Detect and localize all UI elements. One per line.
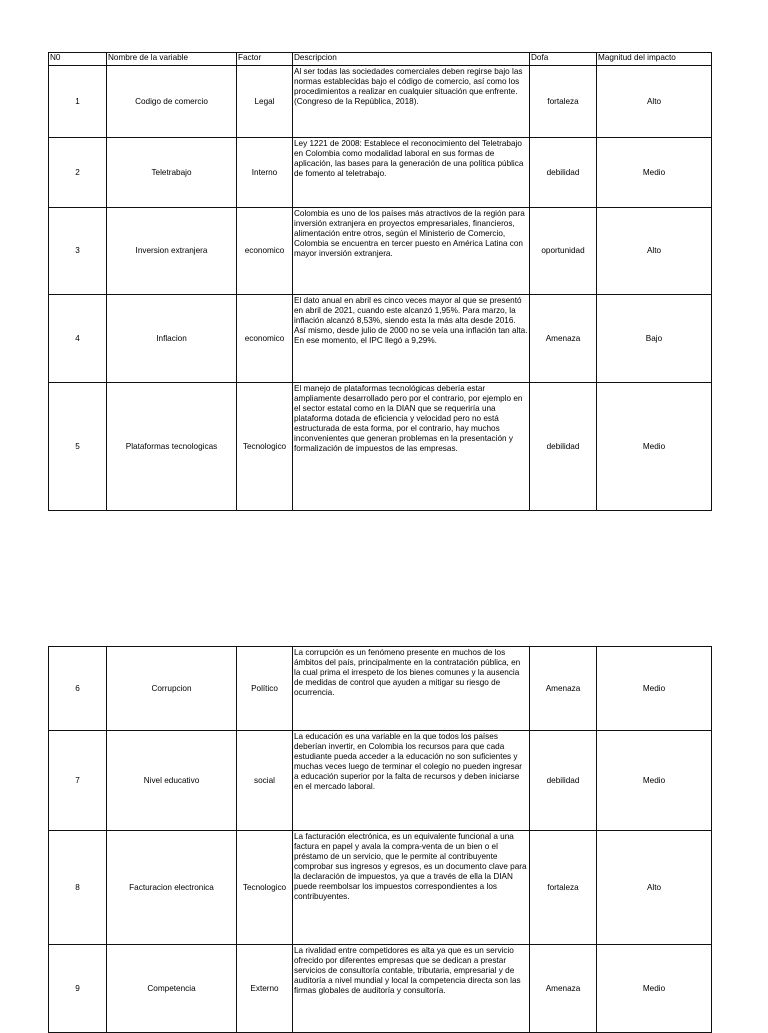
impact-cell: Alto — [597, 66, 712, 138]
dofa-cell: Amenaza — [530, 945, 597, 1033]
dofa-cell: Amenaza — [530, 295, 597, 383]
variables-table-2 — [48, 646, 712, 1033]
row-number: 6 — [49, 647, 107, 731]
factor-cell: Interno — [237, 138, 293, 208]
variable-name: Competencia — [107, 945, 237, 1033]
variable-name: Nivel educativo — [107, 731, 237, 831]
dofa-cell: fortaleza — [530, 66, 597, 138]
impact-cell: Medio — [597, 945, 712, 1033]
header-no: N0 — [49, 53, 107, 66]
dofa-cell: Amenaza — [530, 647, 597, 731]
description-cell: La rivalidad entre competidores es alta ya que es un servicio ofrecido por diferentes empresas que se dedican a prestar servicios de consultoría contable, tributaria, empresarial y de auditoría a nivel mundial y local la competencia directa son las firmas globales de auditoría y consultoría. — [293, 945, 530, 1033]
dofa-cell: debilidad — [530, 731, 597, 831]
variable-name: Corrupcion — [107, 647, 237, 731]
factor-cell: Externo — [237, 945, 293, 1033]
variable-name: Inversion extranjera — [107, 208, 237, 295]
header-dofa: Dofa — [530, 53, 597, 66]
table-row — [49, 647, 712, 731]
dofa-cell: debilidad — [530, 138, 597, 208]
factor-cell: economico — [237, 208, 293, 295]
table-row — [49, 831, 712, 945]
impact-cell: Alto — [597, 208, 712, 295]
table-row — [49, 383, 712, 511]
table-row — [49, 295, 712, 383]
description-cell: El dato anual en abril es cinco veces mayor al que se presentó en abril de 2021, cuando este alcanzó 1,95%. Para marzo, la inflación alcanzó 8,53%, siendo esta la más alta desde 2016. Así mismo, desde julio de 2000 no se veía una inflación tan alta. En ese momento, el IPC llegó a 9,29%. — [293, 295, 530, 383]
description-cell: La facturación electrónica, es un equivalente funcional a una factura en papel y avala la compra-venta de un bien o el préstamo de un servicio, que le permite al contribuyente comprobar sus ingresos y egresos, es un documento clave para la declaración de impuestos, ya que a través de ella la DIAN puede reembolsar los impuestos correspondientes a los contribuyentes. — [293, 831, 530, 945]
row-number: 4 — [49, 295, 107, 383]
factor-cell: economico — [237, 295, 293, 383]
dofa-cell: oportunidad — [530, 208, 597, 295]
variable-name: Facturacion electronica — [107, 831, 237, 945]
factor-cell: Tecnologico — [237, 383, 293, 511]
header-name: Nombre de la variable — [107, 53, 237, 66]
row-number: 2 — [49, 138, 107, 208]
impact-cell: Medio — [597, 647, 712, 731]
row-number: 7 — [49, 731, 107, 831]
dofa-cell: debilidad — [530, 383, 597, 511]
impact-cell: Medio — [597, 731, 712, 831]
row-number: 5 — [49, 383, 107, 511]
impact-cell: Alto — [597, 831, 712, 945]
header-row — [49, 53, 712, 66]
description-cell: Colombia es uno de los países más atractivos de la región para inversión extranjera en proyectos empresariales, financieros, alimentación entre otros, según el Ministerio de Comercio, Colombia se encuentra en tercer puesto en América Latina con mayor inversión extranjera. — [293, 208, 530, 295]
row-number: 1 — [49, 66, 107, 138]
dofa-cell: fortaleza — [530, 831, 597, 945]
table-row — [49, 138, 712, 208]
variable-name: Codigo de comercio — [107, 66, 237, 138]
table-row — [49, 66, 712, 138]
variable-name: Teletrabajo — [107, 138, 237, 208]
impact-cell: Bajo — [597, 295, 712, 383]
description-cell: Ley 1221 de 2008: Establece el reconocimiento del Teletrabajo en Colombia como modalidad laboral en sus formas de aplicación, las bases para la generación de una política pública de fomento al teletrabajo. — [293, 138, 530, 208]
factor-cell: Político — [237, 647, 293, 731]
row-number: 8 — [49, 831, 107, 945]
variable-name: Inflacion — [107, 295, 237, 383]
description-cell: La corrupción es un fenómeno presente en muchos de los ámbitos del país, principalmente en la contratación pública, en la cual prima el irrespeto de los bienes comunes y la ausencia de medidas de control que ayuden a mitigar su riesgo de ocurrencia. — [293, 647, 530, 731]
header-description: Descripcion — [293, 53, 530, 66]
header-factor: Factor — [237, 53, 293, 66]
impact-cell: Medio — [597, 383, 712, 511]
table-row — [49, 945, 712, 1033]
description-cell: Al ser todas las sociedades comerciales deben regirse bajo las normas establecidas bajo el código de comercio, así como los procedimientos a realizar en cualquier situación que enfrente. (Congreso de la República, 2018). — [293, 66, 530, 138]
variable-name: Plataformas tecnologicas — [107, 383, 237, 511]
table-row — [49, 731, 712, 831]
row-number: 9 — [49, 945, 107, 1033]
factor-cell: Legal — [237, 66, 293, 138]
description-cell: La educación es una variable en la que todos los países deberían invertir, en Colombia los recursos para que cada estudiante pueda acceder a la educación no son suficientes y muchas veces luego de terminar el colegio no pueden ingresar a educación superior por la falta de recursos y deben iniciarse en el mercado laboral. — [293, 731, 530, 831]
factor-cell: Tecnologico — [237, 831, 293, 945]
table-row — [49, 208, 712, 295]
factor-cell: social — [237, 731, 293, 831]
impact-cell: Medio — [597, 138, 712, 208]
header-impact: Magnitud del impacto — [597, 53, 712, 66]
variables-table-1 — [48, 52, 712, 511]
row-number: 3 — [49, 208, 107, 295]
description-cell: El manejo de plataformas tecnológicas debería estar ampliamente desarrollado pero por el contrario, por ejemplo en el sector estatal como en la DIAN que se requeriría una plataforma dotada de eficiencia y velocidad pero no está estructurada de esta forma, por el contrario, hay muchos inconvenientes que generan problemas en la presentación y formalización de impuestos de las empresas. — [293, 383, 530, 511]
